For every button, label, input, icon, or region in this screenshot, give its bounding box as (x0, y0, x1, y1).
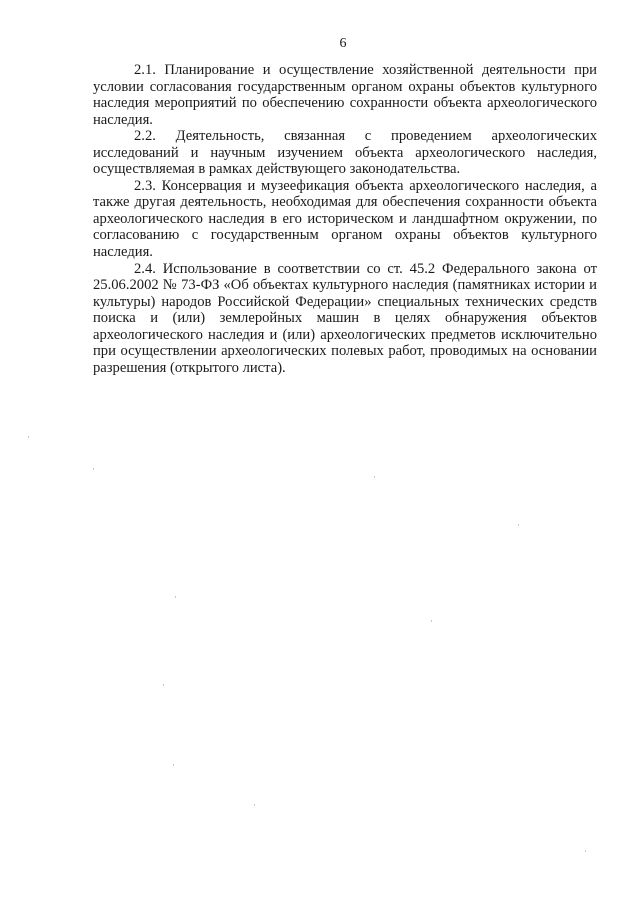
scan-speck (431, 620, 432, 622)
scan-speck (163, 684, 164, 686)
document-body (93, 62, 597, 376)
scan-speck (28, 436, 29, 438)
paragraph-2-3: 2.3. Консервация и музеефикация объекта археологического наследия, а также другая деятельность, необходимая для обеспечения сохранности объекта археологического наследия в его историческом и ландшафтном окружении, по согласованию с государственным органом охраны объектов культурного наследия. (93, 177, 597, 261)
scan-speck (254, 804, 255, 806)
paragraph-2-1: 2.1. Планирование и осуществление хозяйственной деятельности при условии согласования государственным органом охраны объектов культурного наследия мероприятий по обеспечению сохранности объекта археологического наследия. (93, 62, 597, 128)
scan-speck (93, 468, 94, 470)
scan-speck (518, 524, 519, 526)
page-number: 6 (339, 36, 347, 51)
scan-speck (585, 850, 586, 852)
scan-speck (173, 764, 174, 766)
scan-speck (374, 476, 375, 478)
paragraph-2-4: 2.4. Использование в соответствии со ст. 45.2 Федерального закона от 25.06.2002 № 73-ФЗ «Об объектах культурного наследия (памятниках истории и культуры) народов Российской Федерации» специальных технических средств поиска и (или) землеройных машин в целях обнаружения объектов археологического наследия и (или) археологических предметов исключительно при осуществлении археологических полевых работ, проводимых на основании разрешения (открытого листа). (93, 260, 597, 376)
paragraph-2-2: 2.2. Деятельность, связанная с проведением археологических исследований и научным изучением объекта археологического наследия, осуществляемая в рамках действующего законодательства. (93, 128, 597, 178)
scan-speck (175, 596, 176, 598)
